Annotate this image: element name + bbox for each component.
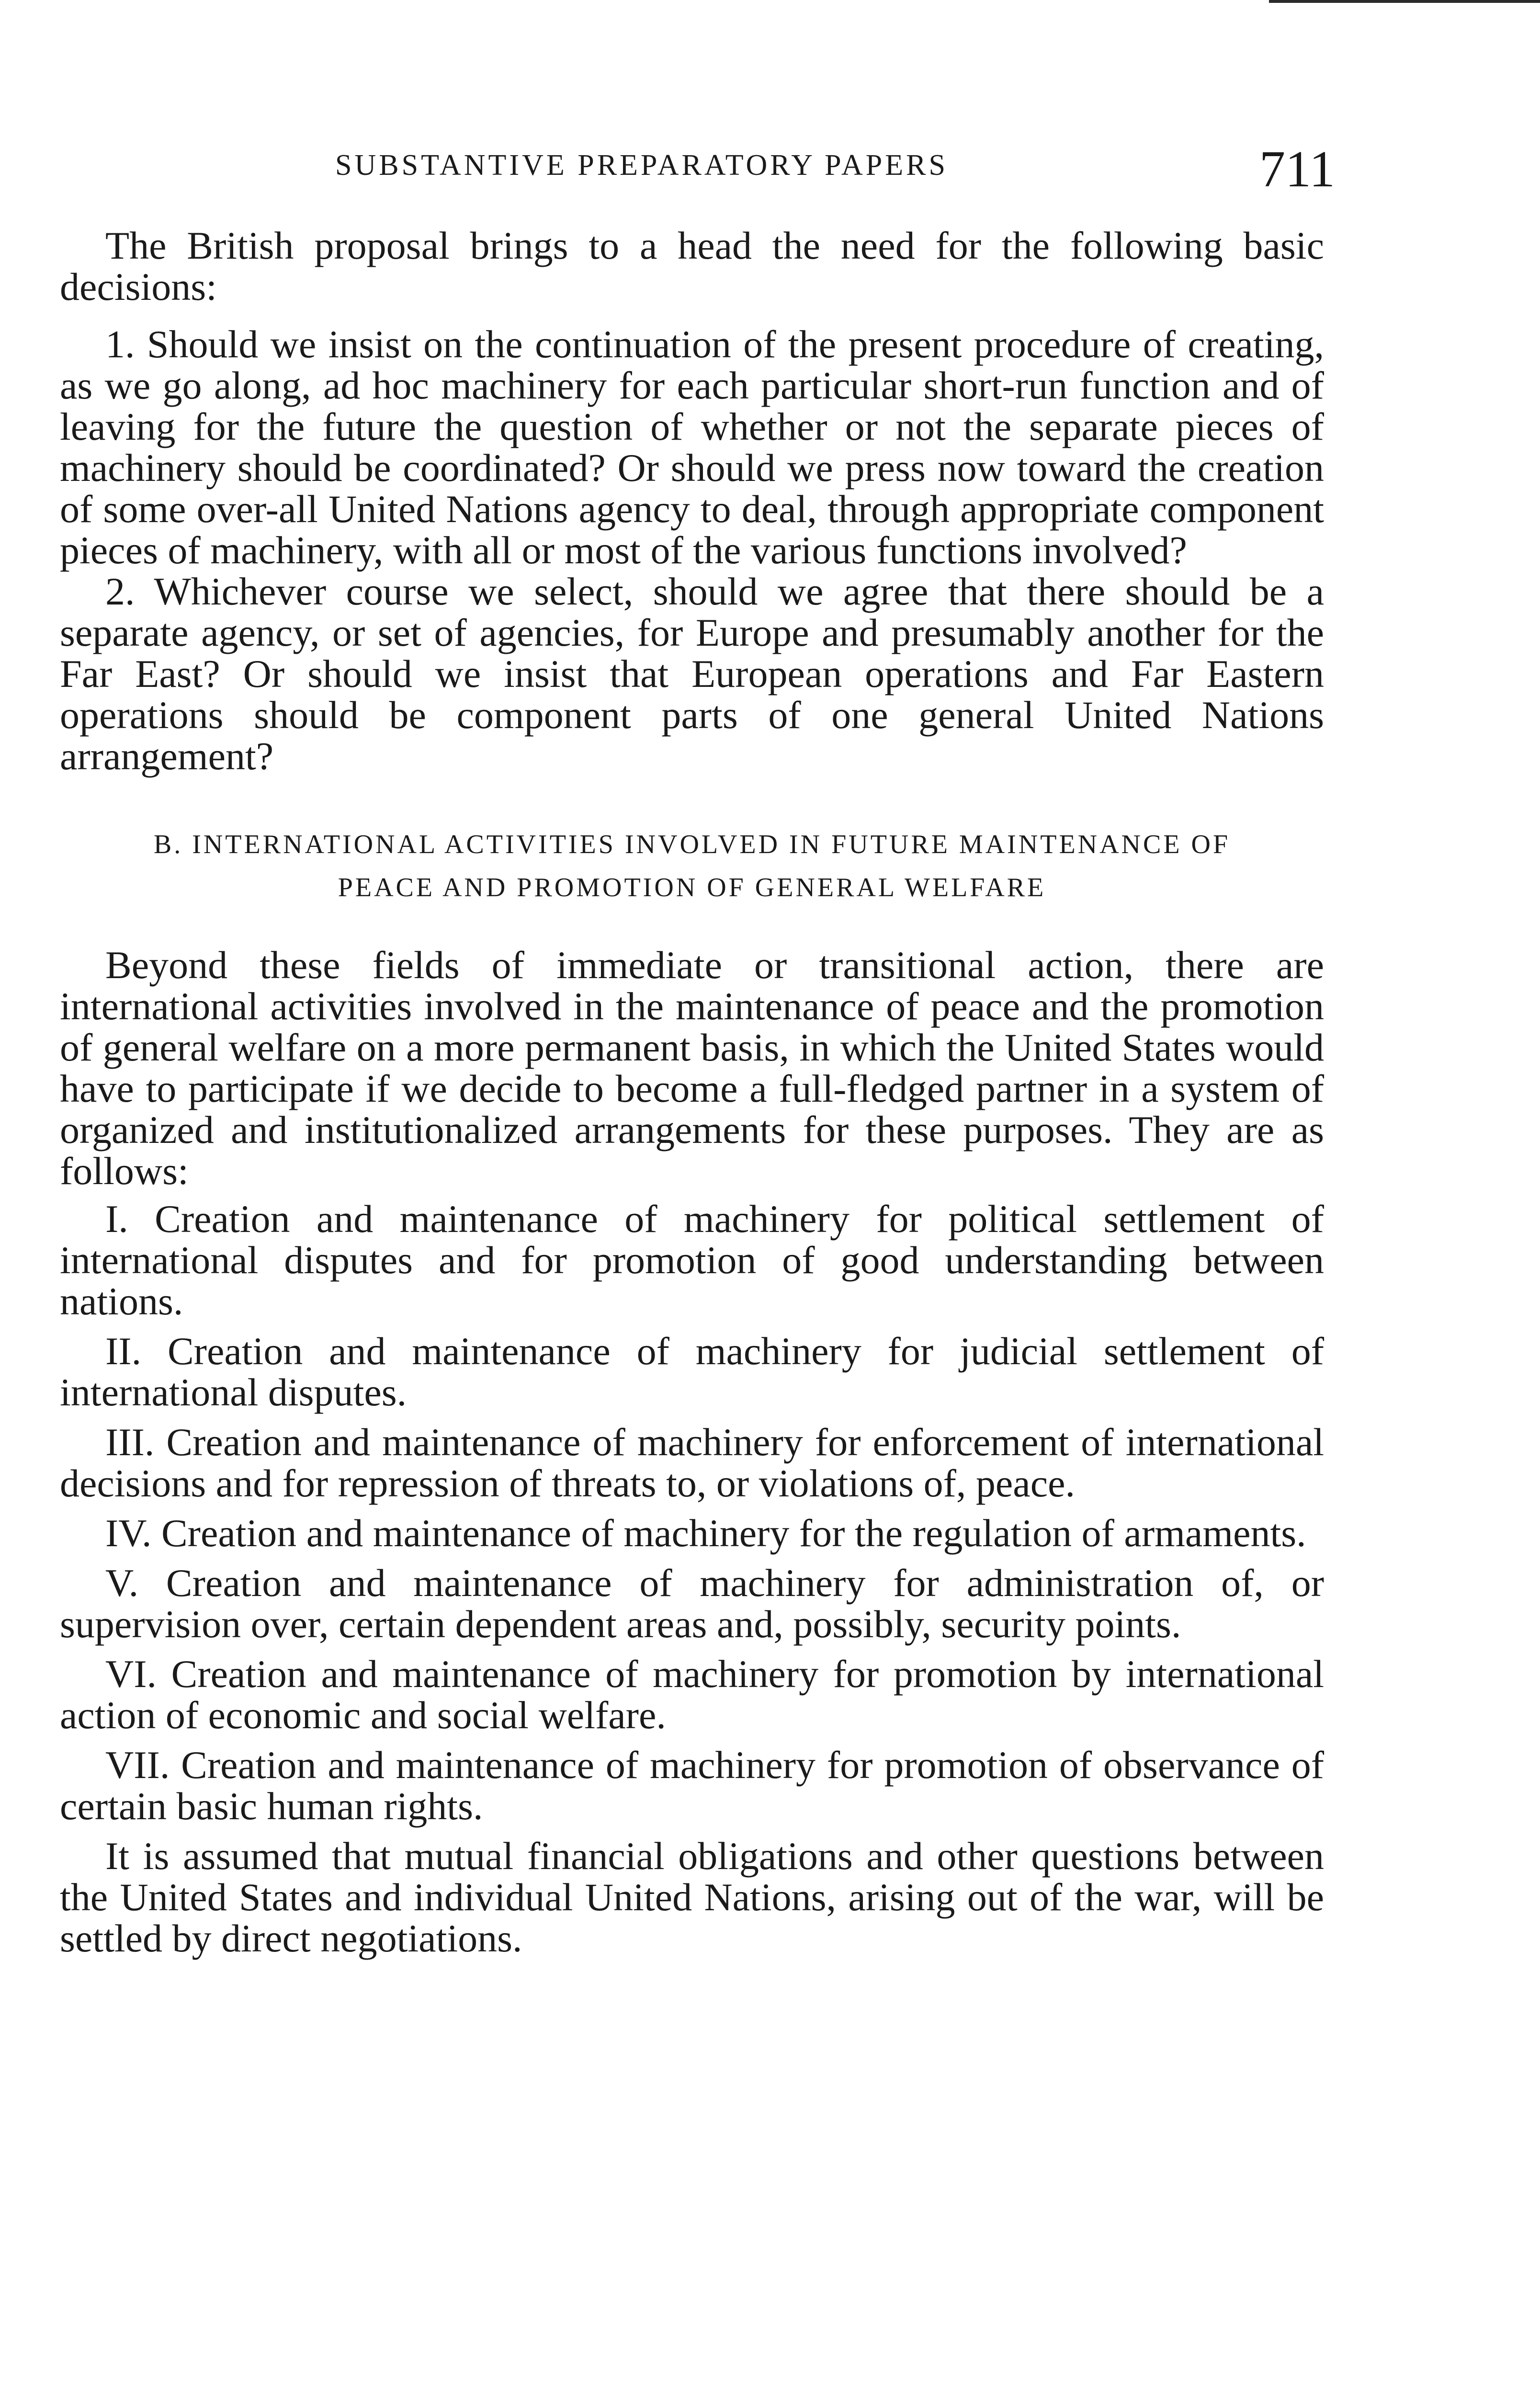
decision-question-1: 1. Should we insist on the continuation of the present procedure of creating, as we go along, ad hoc machinery for each particular short-run function and of leaving for the future the question of whether or not the separate pieces of machinery should be coordinated? Or should we press now toward the creation of some over-all United Nations agency to deal, through appropriate component pieces of machinery, with all or most of the various functions involved? — [60, 322, 1324, 572]
activity-item-vi: VI. Creation and maintenance of machinery for promotion by international action of economic and social welfare. — [60, 1652, 1324, 1737]
intro-paragraph: The British proposal brings to a head the need for the following basic decisions: — [60, 224, 1324, 308]
section-b-heading-line-2: PEACE AND PROMOTION OF GENERAL WELFARE — [338, 873, 1046, 902]
activity-item-v: V. Creation and maintenance of machinery for administration of, or supervision over, certain dependent areas and, possibly, security points. — [60, 1561, 1324, 1646]
section-b-heading-line-1: B. INTERNATIONAL ACTIVITIES INVOLVED IN FUTURE MAINTENANCE OF — [153, 830, 1231, 859]
activity-item-vii: VII. Creation and maintenance of machinery for promotion of observance of certain basic human rights. — [60, 1743, 1324, 1828]
activity-item-iv: IV. Creation and maintenance of machinery for the regulation of armaments. — [105, 1511, 1306, 1555]
closing-paragraph: It is assumed that mutual financial obligations and other questions between the United States and individual United Nations, arising out of the war, will be settled by direct negotiations. — [60, 1834, 1324, 1960]
decision-question-2: 2. Whichever course we select, should we agree that there should be a separate agency, or set of agencies, for Europe and presumably another for the Far East? Or should we insist that European operations and Far Eastern operations should be component parts of one general United Nations arrangement? — [60, 570, 1324, 778]
top-edge-rule — [1269, 0, 1540, 3]
running-title: SUBSTANTIVE PREPARATORY PAPERS — [335, 149, 948, 182]
activity-item-i: I. Creation and maintenance of machinery for political settlement of international disputes and for promotion of good understanding between nations. — [60, 1197, 1324, 1323]
section-b-heading — [60, 823, 1324, 909]
activity-item-ii: II. Creation and maintenance of machinery for judicial settlement of international disputes. — [60, 1329, 1324, 1414]
section-b-intro: Beyond these fields of immediate or transitional action, there are international activities involved in the maintenance of peace and the promotion of general welfare on a more permanent basis, in which the United States would have to participate if we decide to become a full-fledged partner in a system of organized and institutionalized arrangements for these purposes. They are as follows: — [60, 943, 1324, 1193]
activities-list — [60, 1198, 1324, 1827]
page-number: 711 — [1259, 141, 1335, 198]
running-head — [57, 141, 1335, 201]
body-text — [60, 225, 1324, 1966]
activity-item-iii: III. Creation and maintenance of machinery for enforcement of international decisions and for repression of threats to, or violations of, peace. — [60, 1420, 1324, 1505]
